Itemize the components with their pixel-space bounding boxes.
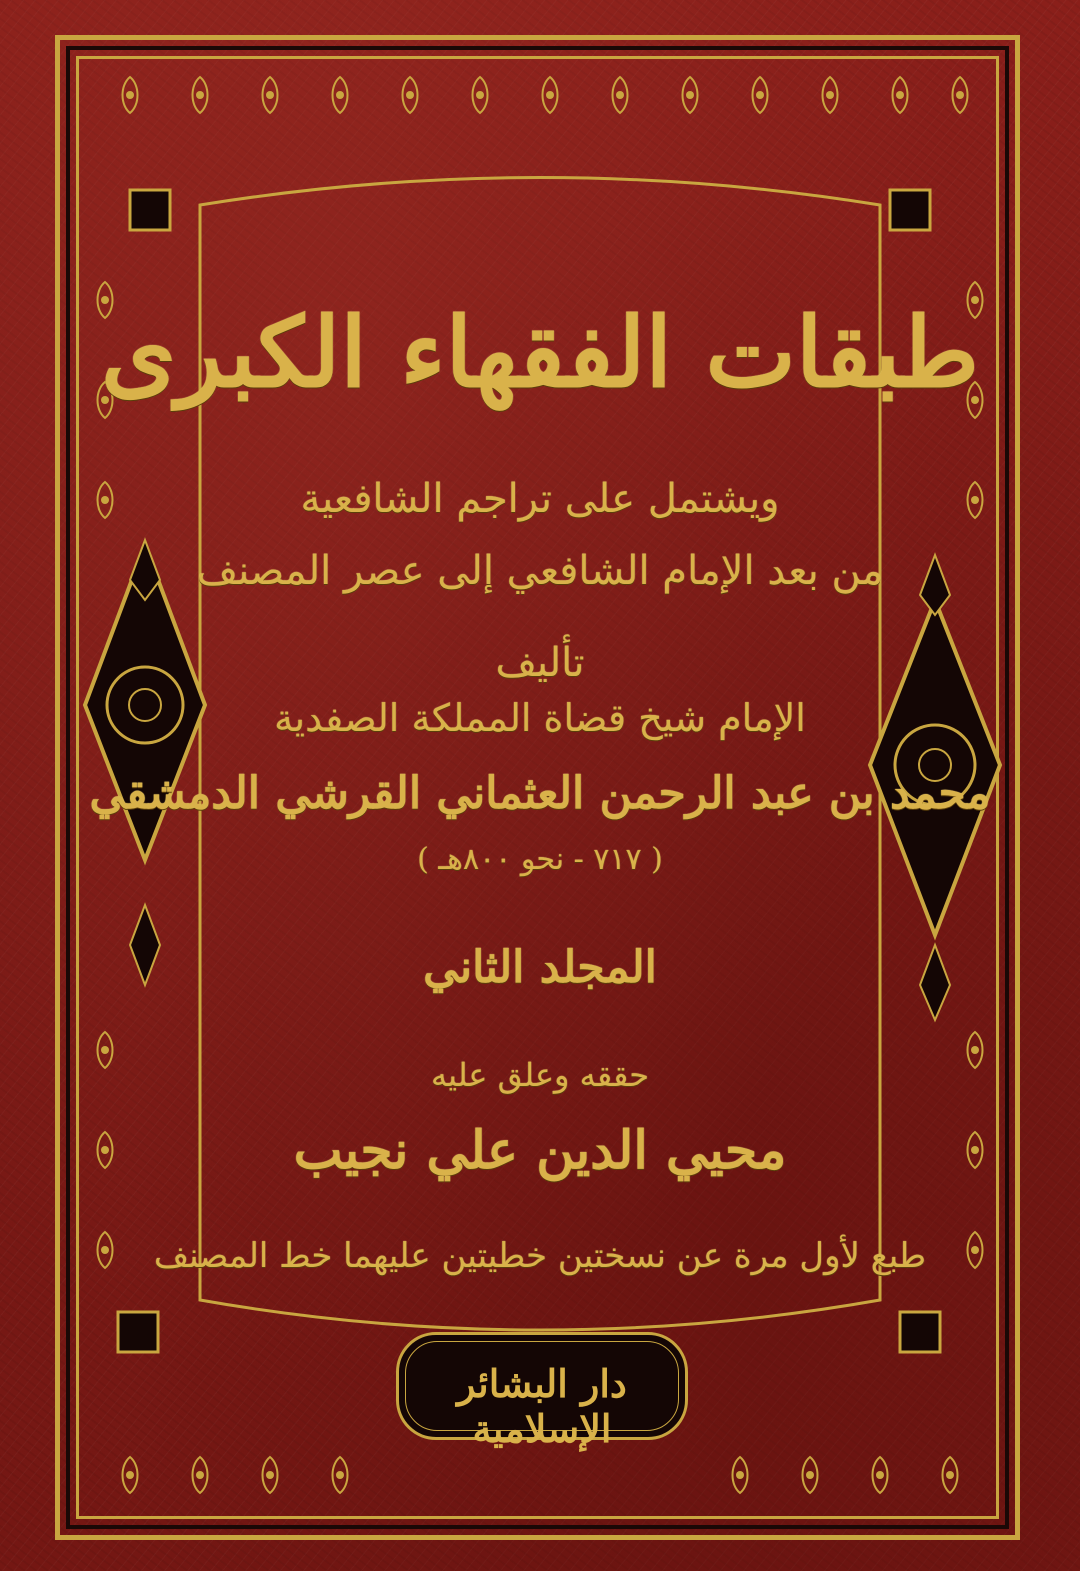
bottom-band-motifs: [123, 1457, 958, 1493]
author-title: الإمام شيخ قضاة المملكة الصفدية: [274, 696, 806, 740]
author-name: محمد بن عبد الرحمن العثماني القرشي الدمشقي: [89, 768, 991, 819]
author-dates: ( ٧١٧ - نحو ٨٠٠هـ ): [417, 842, 663, 877]
publisher-name: دار البشائر الإسلامية: [457, 1361, 627, 1451]
edited-by-label: حققه وعلق عليه: [431, 1056, 649, 1094]
edition-note: طبع لأول مرة عن نسختين خطيتين عليهما خط المصنف: [153, 1236, 927, 1276]
byline: تأليف: [495, 640, 585, 686]
volume-label: المجلد الثاني: [423, 942, 657, 993]
subtitle-line-1: ويشتمل على تراجم الشافعية: [300, 476, 780, 522]
editor-name: محيي الدين علي نجيب: [293, 1120, 787, 1181]
publisher-cartouche: [396, 1332, 688, 1451]
top-band-motifs: [123, 77, 968, 113]
book-title: طبقات الفقهاء الكبرى: [100, 296, 980, 409]
left-medallion: [85, 540, 205, 985]
subtitle-line-2: من بعد الإمام الشافعي إلى عصر المصنف: [196, 548, 884, 594]
